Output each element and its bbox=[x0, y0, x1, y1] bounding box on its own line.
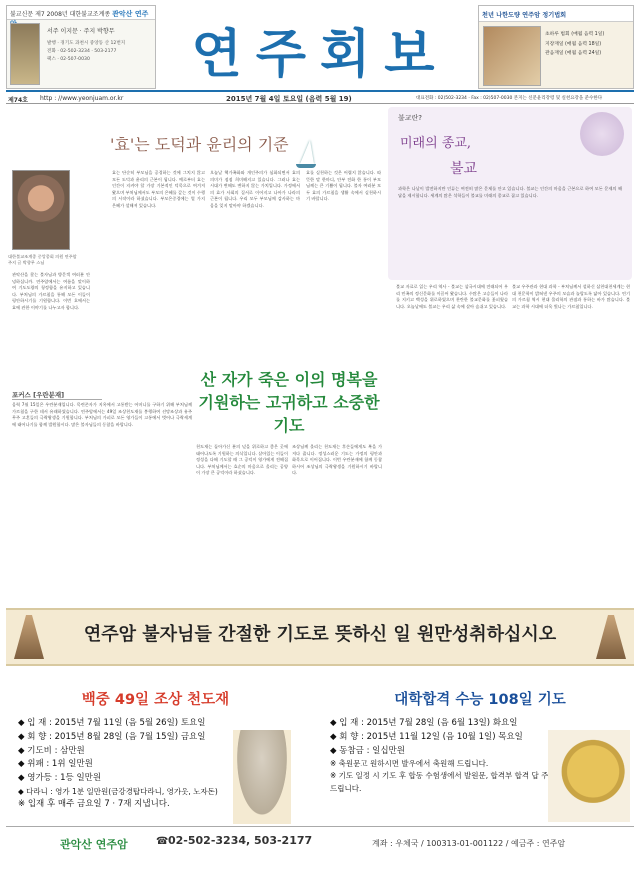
monk-photo bbox=[12, 170, 70, 250]
event1-line: ◆ 회 향 : 2015년 8월 28일 (음 7월 15일) 금요일 bbox=[18, 731, 206, 742]
website-link[interactable]: http : //www.yeonjuam.or.kr bbox=[40, 95, 124, 102]
monk-caption: 대한불교조계종 중앙종회 의원 연주암 주지 글 박향무 스님 bbox=[8, 254, 77, 266]
left-line: 전화 · 02-502-3234 · 503-2177 bbox=[47, 48, 117, 54]
footer-temple-name: 관악산 연주암 bbox=[60, 838, 128, 851]
bodhisattva-illustration bbox=[233, 730, 291, 824]
event2-line: ※ 축원문고 원하시면 발우에서 축원해 드립니다. bbox=[330, 759, 489, 769]
newsletter-title: 연주회보 bbox=[191, 24, 449, 85]
event1-line: ◆ 다라니 : 영가 1분 일만원(금강경탑다라니, 영가옷, 노자돈) bbox=[18, 786, 218, 796]
issue-date: 2015년 7월 4일 토요일 (음력 5월 19) bbox=[226, 95, 352, 103]
event1-line: ◆ 영가등 : 1등 일만원 bbox=[18, 773, 102, 784]
right-line: 관음재일 (매월 음력 24일) bbox=[545, 51, 602, 57]
masthead-left-header bbox=[7, 6, 155, 20]
memorial-headline-2: 기원하는 고귀하고 소중한 기도 bbox=[198, 393, 380, 436]
buddha-statue-photo bbox=[483, 26, 541, 86]
issue-number: 제74호 bbox=[8, 97, 28, 104]
memorial-headline-1: 산 자가 죽은 이의 명복을 bbox=[200, 370, 378, 389]
focus-body: 음력 7월 15일은 우란분재입니다. 목련존자가 지옥에서 고통받는 어머니를 구하기 위해 부처님께 가르침을 구한 데서 유래하였습니다. 연주암에서는 49일 조상천도재를 봉행하여 선망조상과 유주무주 고혼들의 극락왕생을 기원합니다. 부처님의 가피로 모든 영가들이 고통에서 벗어나 극락세계에 태어나기를 함께 발원합시다. 많은 불자님들의 동참을 바랍니다. bbox=[12, 402, 192, 427]
issue-bar bbox=[6, 90, 634, 104]
right-line: 지장재일 (매월 음력 18일) bbox=[545, 41, 602, 47]
feature-column: 오늘날 핵가족화와 개인주의가 심화되면서 효의 의미가 점점 희미해지고 있습니다. 그러나 효는 시대가 변해도 변하지 않는 가치입니다. 가정에서의 효가 사회의 질서로 이어지고 나아가 나라의 근본이 됩니다. 우리 모두 부모님께 감사하는 마음을 잊지 말아야 하겠습니다. bbox=[210, 170, 300, 208]
footer-account: 계좌 : 우체국 / 100313-01-001122 / 예금주 : 연주암 bbox=[372, 839, 566, 848]
event2-title: 대학합격 수능 108일 기도 bbox=[394, 692, 566, 708]
banner-text: 연주암 불자님들 간절한 기도로 뜻하신 일 원만성취하십시오 bbox=[83, 624, 557, 645]
right-line: 초하루 법회 (매월 음력 1일) bbox=[545, 32, 605, 37]
phone-icon: ☎ bbox=[156, 836, 169, 847]
memorial-column: 조상님께 올리는 천도재는 후손들에게도 복을 가져다 줍니다. 정성스러운 기도는 가정의 평안과 화목으로 이어집니다. 이번 우란분재에 함께 동참하시어 조상님의 극락왕생을 기원하시기 바랍니다. bbox=[292, 444, 382, 475]
left-notice: 불교신문 제7 2008년 대한불교조계종 bbox=[10, 11, 111, 18]
event1-line: ◆ 입 재 : 2015년 7월 11일 (음 5월 26일) 토요일 bbox=[18, 718, 206, 728]
footer-phone: 02-502-3234, 503-2177 bbox=[168, 834, 313, 847]
mirai-body: 과학은 나날이 발전하지만 인류는 여전히 많은 문제를 안고 있습니다. 불교는 인간의 마음을 근본으로 하여 모든 문제의 해답을 제시합니다. 세계의 많은 석학들이 불교를 미래의 종교로 꼽고 있습니다. bbox=[398, 186, 622, 198]
right-column: 불교 우주관과 현대 과학 - 부처님께서 설하신 삼천대천세계는 현대 천문학이 밝혀낸 우주의 모습과 놀랍도록 닮아 있습니다. 연기의 가르침 역시 현대 물리학의 관점과 통하는 바가 많습니다. 불교는 과학 시대에 더욱 빛나는 가르침입니다. bbox=[512, 284, 630, 309]
event2-line: ◆ 회 향 : 2015년 11월 12일 (음 10월 1일) 목요일 bbox=[330, 731, 523, 742]
feature-title: '효'는 도덕과 윤리의 기준 bbox=[110, 135, 289, 154]
event1-line: ※ 입재 후 매주 금요일 7 · 7재 지냅니다. bbox=[18, 798, 170, 809]
masthead-left-box bbox=[6, 5, 156, 89]
issue-contacts: 대표전화 : 02)502-3234 · Fax : 02)507-0030 본지는 신문윤리강령 및 실천요강을 준수한다 bbox=[416, 96, 603, 101]
moon-illustration bbox=[548, 730, 630, 822]
focus-label: 포커스 [우란분재] bbox=[12, 390, 102, 400]
event2-line: ◆ 동참금 : 일십만원 bbox=[330, 745, 405, 756]
boat-hull-icon bbox=[296, 164, 316, 168]
memorial-headline bbox=[196, 368, 382, 438]
event2-line: ◆ 입 재 : 2015년 7월 28일 (음 6월 13일) 화요일 bbox=[330, 718, 518, 728]
mirai-tag: 불교란? bbox=[398, 114, 423, 122]
left-line: 팩스 · 02-507-0030 bbox=[47, 56, 90, 62]
temple-photo bbox=[10, 23, 40, 85]
mirai-title-2: 불교 bbox=[450, 161, 478, 177]
left-line: 발행 · 경기도 과천시 중앙동 산 12번지 bbox=[47, 41, 126, 46]
masthead-right-box bbox=[478, 5, 634, 89]
left-brand: 관악산 연주 bbox=[112, 10, 149, 18]
sailboat-icon bbox=[300, 140, 314, 164]
mirai-title-1: 미래의 종교, bbox=[400, 136, 472, 151]
feature-column: 효를 실천하는 것은 어렵지 않습니다. 따뜻한 말 한마디, 안부 전화 한 통이 부모님께는 큰 기쁨이 됩니다. 불자 여러분 모두 효의 가르침을 생활 속에서 실천하시기 바랍니다. bbox=[306, 170, 381, 201]
event1-line: ◆ 위패 : 1위 일만원 bbox=[18, 759, 93, 770]
feature-column: 효는 단순히 부모님을 공경하는 것에 그치지 않고 모든 도덕과 윤리의 근본이 됩니다. 예로부터 효는 인간이 지켜야 할 가장 기본적인 덕목으로 여겨져 왔으며 부처님께서도 부모의 은혜를 갚는 것이 수행의 시작이라 하셨습니다. 부모은중경에는 열 가지 은혜가 설해져 있습니다. bbox=[112, 170, 205, 208]
feature-column: 관악산을 찾는 불자님과 방문객 여러분 안녕하십니까. 연주암에서는 여름을 맞이하여 기도도량의 청정함을 유지하고 있습니다. 부처님의 가르침을 통해 모든 이들이 평안하시기를 기원합니다. 이번 호에서는 효에 관한 이야기를 나누고자 합니다. bbox=[12, 272, 90, 310]
right-column: 불교 자료로 읽는 우리 역사 - 불교는 삼국시대에 전래되어 우리 민족의 정신문화를 이끌어 왔습니다. 수많은 고승들이 나라를 지키고 백성을 위로하였으며 찬란한 불교문화를 꽃피웠습니다. 오늘날에도 불교는 우리 삶 속에 살아 숨쉬고 있습니다. bbox=[396, 284, 508, 309]
left-address: 서주 이지문 · 주지 박향무 bbox=[47, 28, 115, 35]
right-box-title: 천년 나한도량 연주암 정기법회 bbox=[479, 6, 633, 22]
event2-line: ※ 기도 일정 시 기도 후 합동 수험생에서 발원문, 합격부 합격 답 주 드립니다. bbox=[330, 771, 549, 793]
memorial-column: 천도재는 돌아가신 분의 넋을 위로하고 좋은 곳에 태어나도록 기원하는 의식입니다. 살아있는 이들이 정성을 다해 기도할 때 그 공덕이 영가에게 전해집니다. 부처님께서는 효순의 마음으로 올리는 공양이 가장 큰 공덕이라 하셨습니다. bbox=[196, 444, 288, 475]
event1-title: 백중 49일 조상 천도재 bbox=[81, 692, 230, 708]
lotus-icon bbox=[580, 112, 624, 156]
event1-line: ◆ 기도비 : 삼만원 bbox=[18, 745, 85, 756]
